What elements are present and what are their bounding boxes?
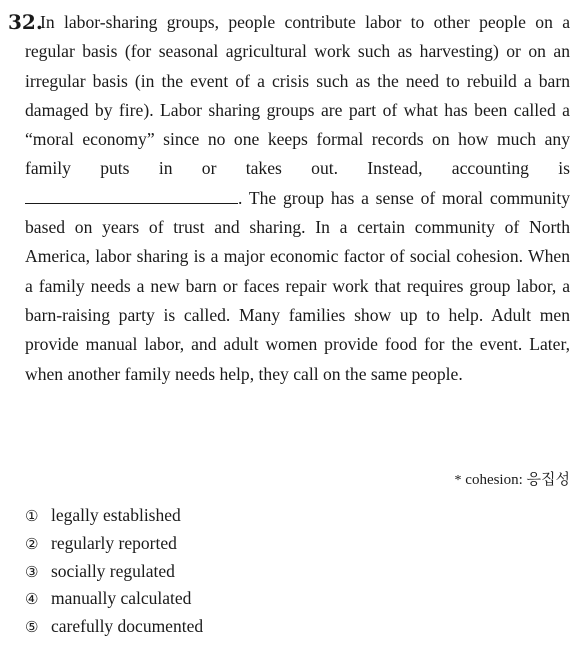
passage-text [25, 8, 570, 389]
option-4-mark: ④ [25, 590, 39, 609]
answer-blank [25, 186, 238, 204]
footnote [455, 470, 570, 491]
option-2[interactable] [25, 530, 203, 558]
option-1-text: legally established [51, 505, 181, 525]
passage-after-blank: . The group has a sense of moral community based on years of trust and sharing. In a certain community of North America, labor sharing is a major economic factor of social cohesion. When a family needs a new barn or faces repair work that requires group labor, a barn-raising party is called. Many families show up to help. Adult men provide manual labor, and adult women provide food for the event. Later, when another family needs help, they call on the same people. [25, 187, 570, 384]
option-2-mark: ② [25, 534, 39, 553]
passage-before-blank: In labor-sharing groups, people contribute labor to other people on a regular basis (for seasonal agricultural work such as harvesting) or on an irregular basis (in the event of a crisis such as the need to rebuild a barn damaged by fire). Labor sharing groups are part of what has been called a “moral economy” since no one keeps formal records on how much any family puts in or takes out. Instead, accounting is [25, 12, 570, 179]
option-5-text: carefully documented [51, 616, 204, 637]
option-3-mark: ③ [25, 562, 39, 581]
question-32 [8, 8, 570, 389]
option-5[interactable] [25, 613, 203, 641]
option-3[interactable] [25, 558, 203, 586]
question-number: 32. [8, 10, 43, 34]
option-4-text: manually calculated [51, 588, 192, 609]
option-2-text: regularly reported [51, 532, 177, 553]
footnote-mark: * [454, 473, 462, 488]
answer-options [25, 502, 203, 641]
option-1-mark: ① [25, 507, 39, 525]
option-5-mark: ⑤ [25, 618, 39, 637]
footnote-text: cohesion: 응집성 [465, 472, 570, 488]
option-4[interactable] [25, 585, 203, 613]
option-3-text: socially regulated [51, 560, 175, 581]
option-1[interactable] [25, 502, 203, 530]
